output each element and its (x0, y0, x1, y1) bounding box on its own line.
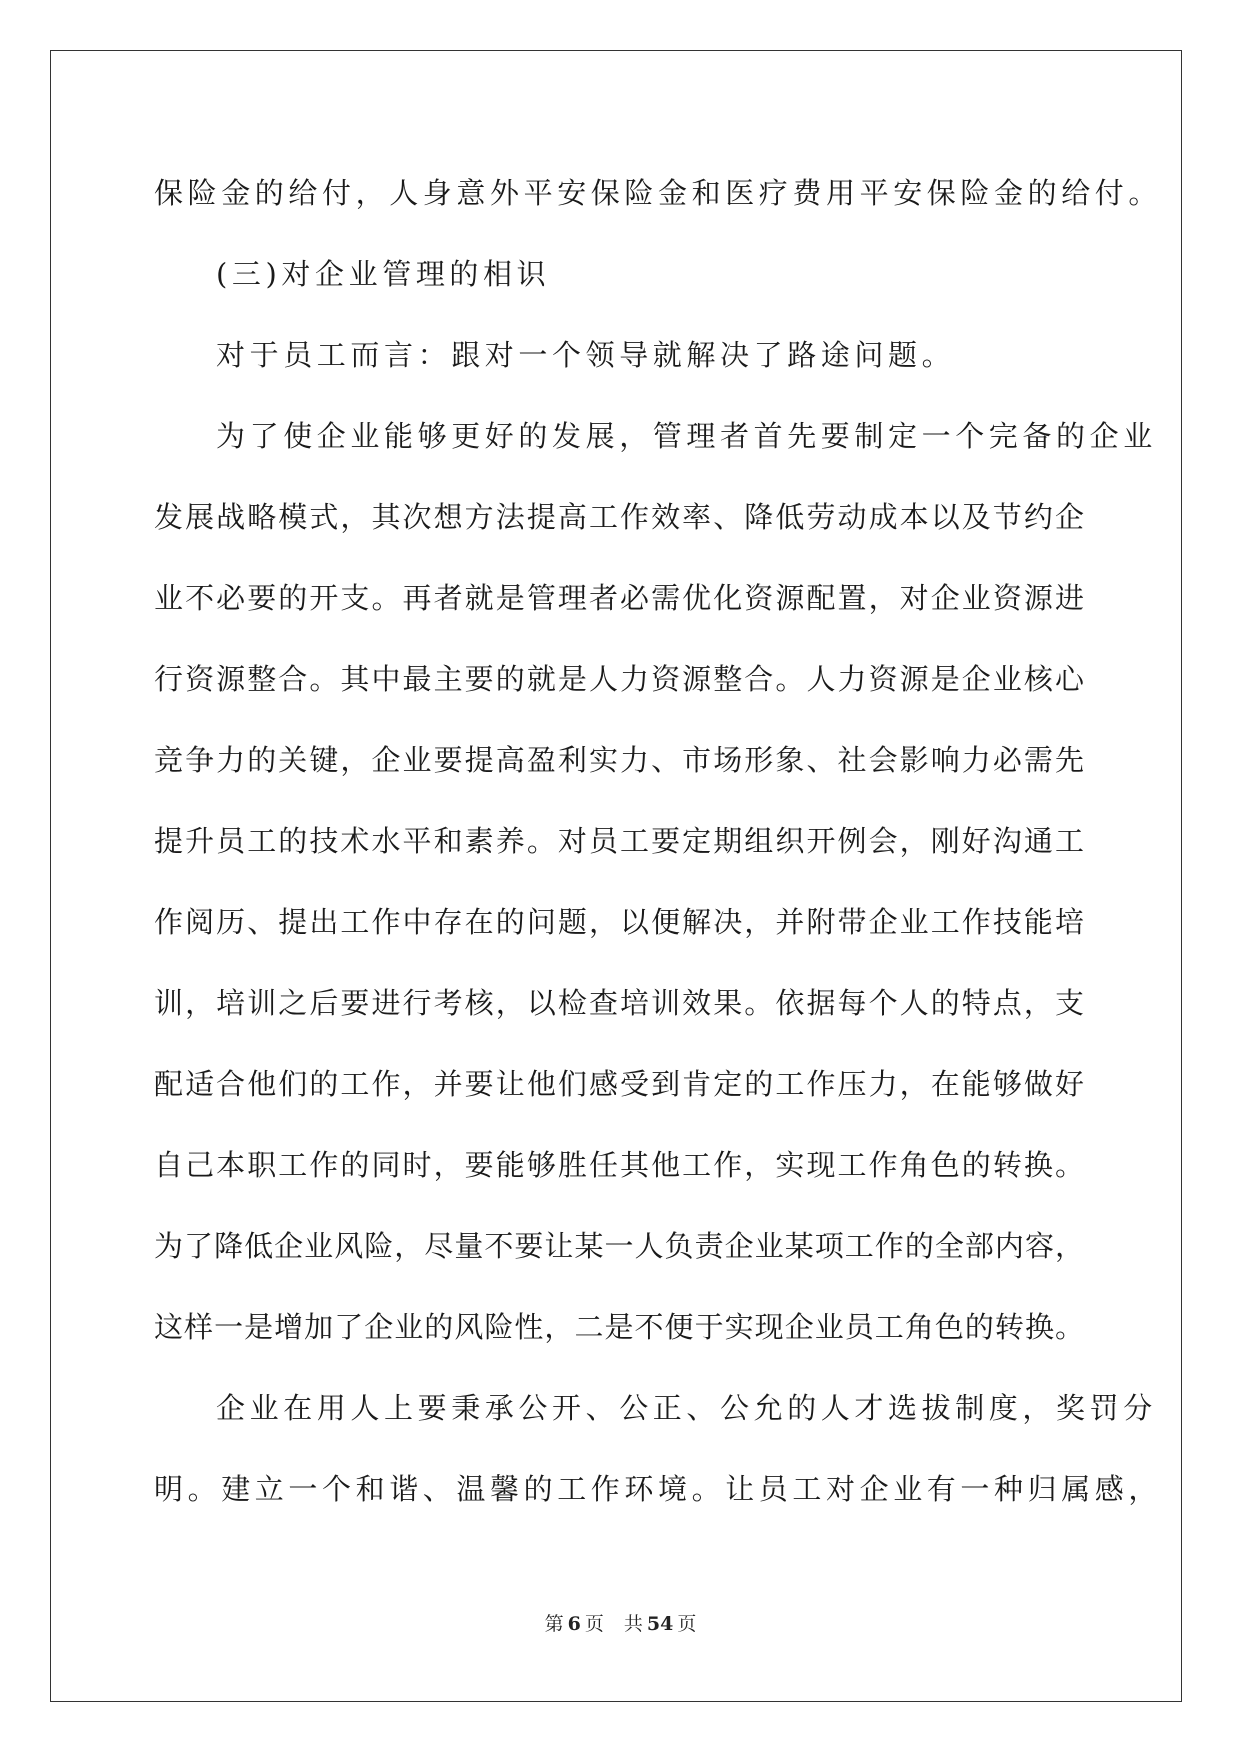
footer-total-prefix: 共 (623, 1613, 643, 1635)
text-line-15: 这样一是增加了企业的风险性，二是不便于实现企业员工角色的转换。 (154, 1310, 1084, 1344)
text-line-4: 为了使企业能够更好的发展，管理者首先要制定一个完备的企业 (216, 419, 1157, 453)
section-heading: (三)对企业管理的相识 (216, 257, 551, 291)
text-line-9: 提升员工的技术水平和素养。对员工要定期组织开例会，刚好沟通工 (154, 824, 1084, 858)
text-line-7: 行资源整合。其中最主要的就是人力资源整合。人力资源是企业核心 (154, 662, 1084, 696)
text-line-1: 保险金的给付，人身意外平安保险金和医疗费用平安保险金的给付。 (154, 176, 1163, 210)
text-line-3: 对于员工而言：跟对一个领导就解决了路途问题。 (216, 338, 956, 372)
footer-total-suffix: 页 (677, 1613, 697, 1635)
text-line-11: 训，培训之后要进行考核，以检查培训效果。依据每个人的特点，支 (154, 986, 1084, 1020)
text-line-12: 配适合他们的工作，并要让他们感受到肯定的工作压力，在能够做好 (154, 1067, 1084, 1101)
text-line-10: 作阅历、提出工作中存在的问题，以便解决，并附带企业工作技能培 (154, 905, 1084, 939)
footer-total-pages: 54 (646, 1613, 674, 1635)
text-line-8: 竞争力的关键，企业要提高盈利实力、市场形象、社会影响力必需先 (154, 743, 1084, 777)
page-border (50, 50, 1182, 1702)
text-line-14: 为了降低企业风险，尽量不要让某一人负责企业某项工作的全部内容， (154, 1229, 1084, 1263)
text-line-13: 自己本职工作的同时，要能够胜任其他工作，实现工作角色的转换。 (154, 1148, 1084, 1182)
footer-page-prefix: 第 (544, 1613, 564, 1635)
text-line-16: 企业在用人上要秉承公开、公正、公允的人才选拔制度，奖罚分 (216, 1391, 1157, 1425)
text-line-6: 业不必要的开支。再者就是管理者必需优化资源配置，对企业资源进 (154, 581, 1084, 615)
page-footer (0, 1612, 1241, 1636)
text-line-5: 发展战略模式，其次想方法提高工作效率、降低劳动成本以及节约企 (154, 500, 1084, 534)
footer-page-number: 6 (567, 1613, 581, 1635)
footer-page-suffix: 页 (584, 1613, 604, 1635)
text-line-17: 明。建立一个和谐、温馨的工作环境。让员工对企业有一种归属感， (154, 1472, 1163, 1506)
